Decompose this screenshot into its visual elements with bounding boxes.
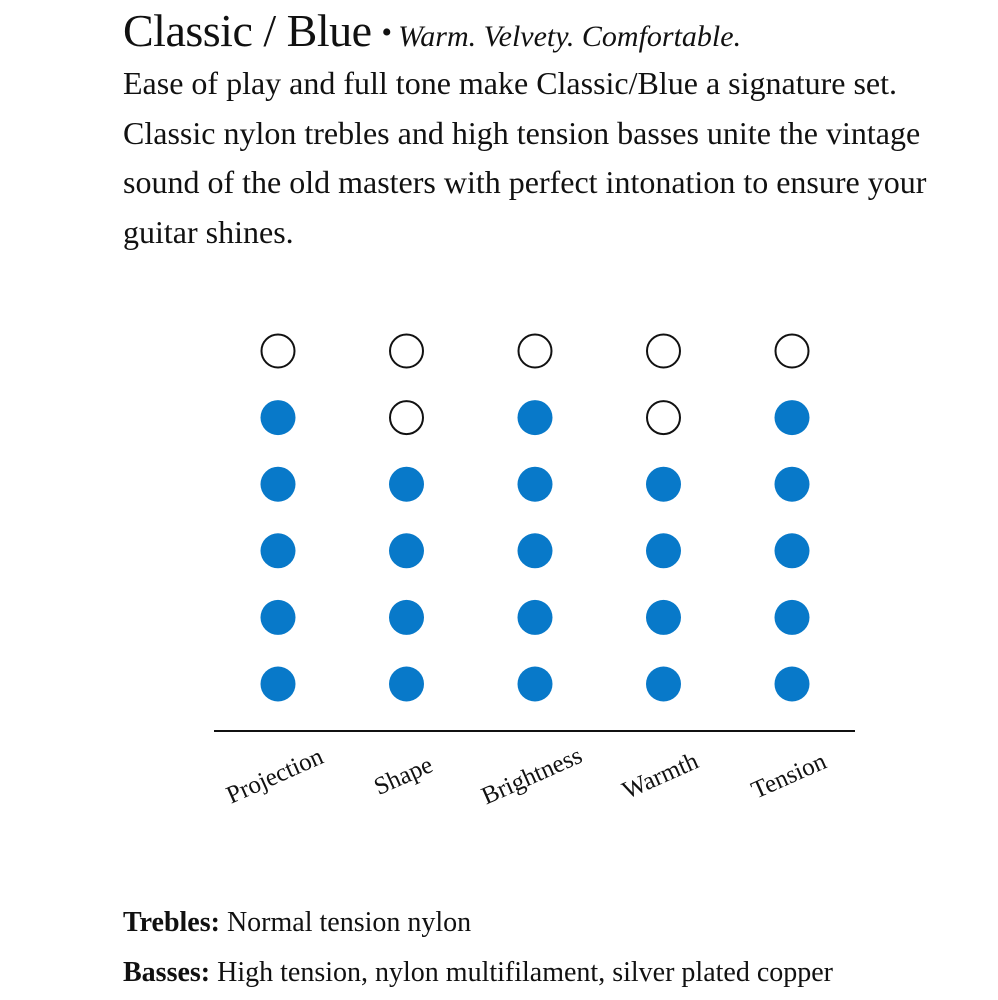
rating-dot-tension-3-filled — [775, 533, 810, 568]
category-label-tension: Tension — [747, 747, 831, 805]
product-title: Classic / Blue — [123, 5, 372, 56]
rating-dot-tension-4-filled — [775, 467, 810, 502]
rating-dot-projection-4-filled — [261, 467, 296, 502]
rating-dot-shape-3-filled — [389, 533, 424, 568]
rating-dot-projection-6-empty — [262, 335, 295, 368]
category-label-shape: Shape — [370, 751, 437, 801]
spec-value: Normal tension nylon — [226, 907, 472, 938]
rating-dot-brightness-4-filled — [518, 467, 553, 502]
rating-dot-warmth-2-filled — [646, 600, 681, 635]
rating-dot-tension-1-filled — [775, 667, 810, 702]
string-specs — [123, 898, 983, 998]
rating-dot-projection-2-filled — [261, 600, 296, 635]
rating-dot-shape-5-empty — [390, 401, 423, 434]
rating-dot-warmth-5-empty — [647, 401, 680, 434]
category-label-projection: Projection — [222, 742, 328, 810]
rating-dot-shape-1-filled — [389, 667, 424, 702]
rating-dot-warmth-4-filled — [646, 467, 681, 502]
rating-dot-shape-4-filled — [389, 467, 424, 502]
rating-dot-tension-2-filled — [775, 600, 810, 635]
title-separator: • — [381, 16, 393, 49]
rating-dot-tension-5-filled — [775, 400, 810, 435]
spec-basses — [123, 948, 983, 998]
category-label-brightness: Brightness — [477, 742, 587, 811]
rating-dot-brightness-2-filled — [518, 600, 553, 635]
spec-value: High tension, nylon multifilament, silver plated copper — [217, 957, 834, 988]
rating-dot-brightness-1-filled — [518, 667, 553, 702]
spec-label: Trebles: — [123, 907, 220, 938]
rating-dot-warmth-1-filled — [646, 667, 681, 702]
rating-dot-brightness-3-filled — [518, 533, 553, 568]
rating-dot-shape-2-filled — [389, 600, 424, 635]
rating-dot-projection-5-filled — [261, 400, 296, 435]
spec-trebles — [123, 898, 983, 948]
rating-dot-brightness-6-empty — [519, 335, 552, 368]
rating-dot-projection-3-filled — [261, 533, 296, 568]
rating-dot-warmth-6-empty — [647, 335, 680, 368]
product-description: Ease of play and full tone make Classic/Blue a signature set. Classic nylon trebles and high tension basses unite the vintage sound of the old masters with perfect intonation to ensure your guitar shines. — [123, 65, 927, 250]
rating-dot-projection-1-filled — [261, 667, 296, 702]
spec-label: Basses: — [123, 957, 211, 988]
rating-dot-tension-6-empty — [776, 335, 809, 368]
rating-dot-brightness-5-filled — [518, 400, 553, 435]
rating-dot-warmth-3-filled — [646, 533, 681, 568]
product-tagline: Warm. Velvety. Comfortable. — [398, 20, 742, 53]
category-label-warmth: Warmth — [618, 747, 703, 805]
rating-dot-shape-6-empty — [390, 335, 423, 368]
